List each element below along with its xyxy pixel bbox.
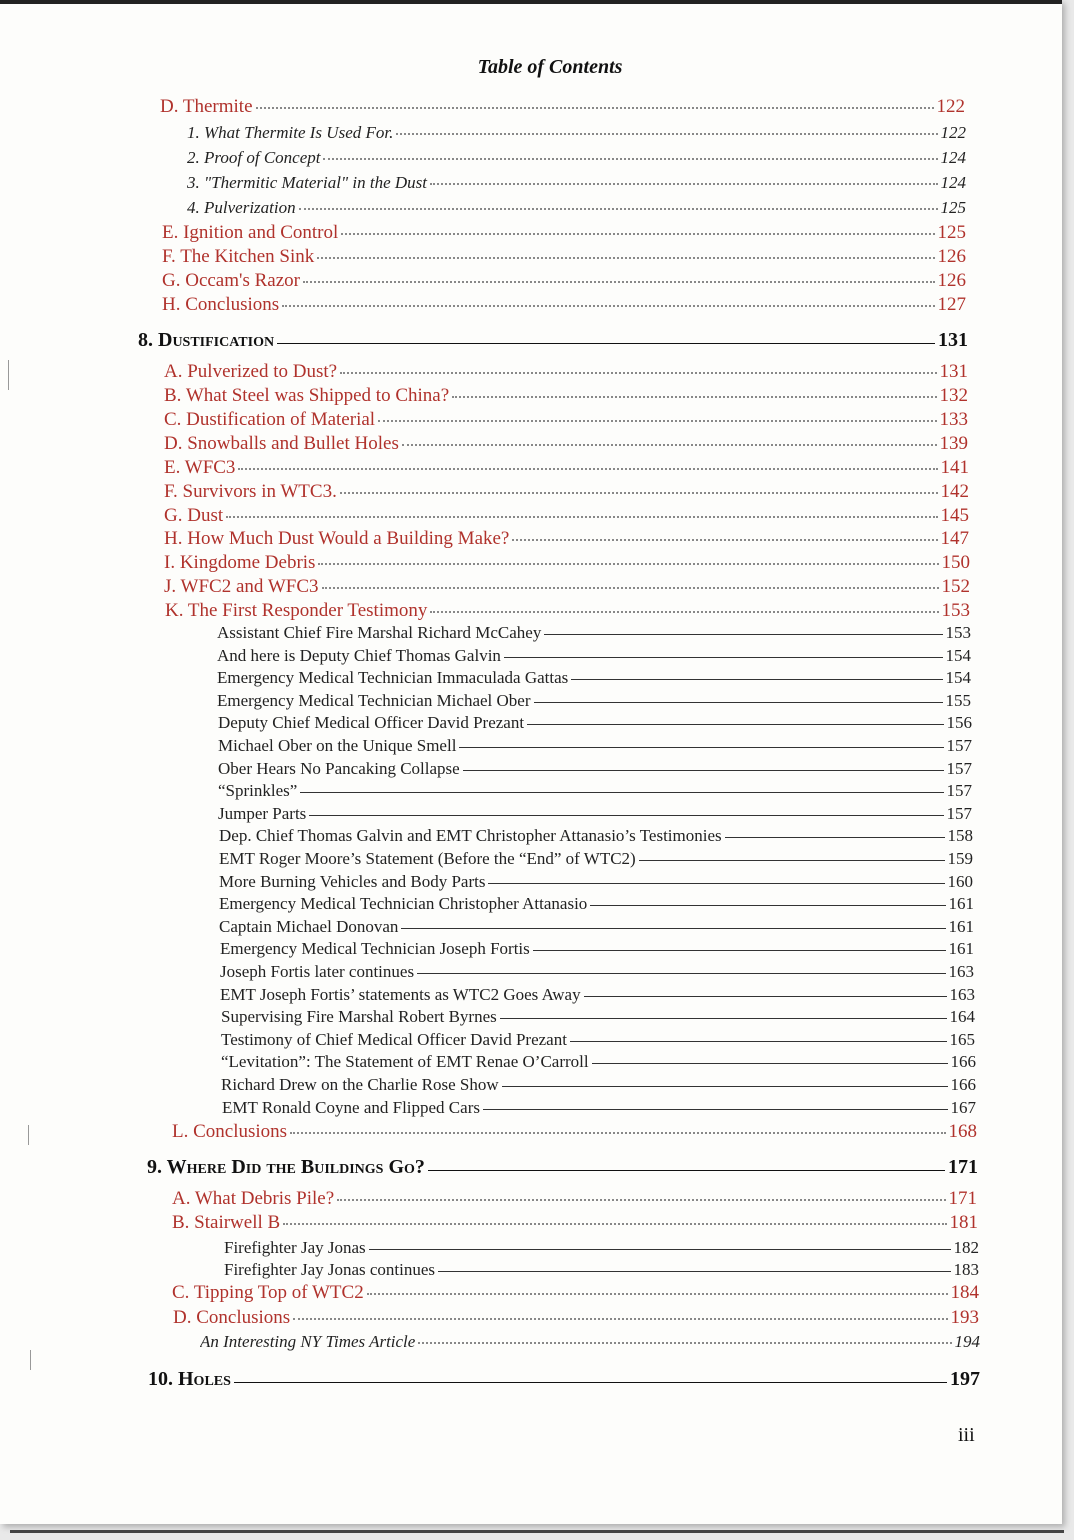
toc-entry[interactable]: 1. What Thermite Is Used For. 122 bbox=[187, 123, 966, 142]
toc-subentry[interactable]: More Burning Vehicles and Body Parts 160 bbox=[219, 872, 973, 891]
page-edge-line bbox=[10, 1530, 1064, 1533]
toc-subentry[interactable]: Assistant Chief Fire Marshal Richard McCahey 153 bbox=[217, 623, 971, 642]
toc-subentry[interactable]: And here is Deputy Chief Thomas Galvin 154 bbox=[217, 646, 971, 665]
toc-entry[interactable]: D. Conclusions 193 bbox=[173, 1307, 979, 1328]
toc-entry[interactable]: C. Tipping Top of WTC2 184 bbox=[172, 1282, 979, 1303]
toc-subentry[interactable]: Firefighter Jay Jonas continues 183 bbox=[224, 1260, 979, 1279]
toc-subentry[interactable]: Captain Michael Donovan 161 bbox=[219, 917, 974, 936]
toc-entry[interactable]: G. Dust 145 bbox=[164, 505, 969, 526]
page-title: Table of Contents bbox=[477, 56, 623, 78]
toc-entry[interactable]: D. Thermite 122 bbox=[160, 96, 965, 117]
toc-subentry[interactable]: Emergency Medical Technician Christopher Attanasio 161 bbox=[219, 894, 974, 913]
toc-entry[interactable]: H. Conclusions 127 bbox=[162, 294, 966, 315]
toc-subentry[interactable]: “Sprinkles” 157 bbox=[218, 781, 972, 800]
toc-entry[interactable]: G. Occam's Razor 126 bbox=[162, 270, 966, 291]
toc-entry[interactable]: E. Ignition and Control 125 bbox=[162, 222, 966, 243]
toc-entry[interactable]: I. Kingdome Debris 150 bbox=[164, 552, 970, 573]
toc-subentry[interactable]: Firefighter Jay Jonas 182 bbox=[224, 1238, 979, 1257]
toc-subentry[interactable]: Joseph Fortis later continues 163 bbox=[220, 962, 974, 981]
toc-entry[interactable]: A. Pulverized to Dust? 131 bbox=[164, 361, 968, 382]
margin-mark bbox=[30, 1350, 31, 1370]
toc-subentry[interactable]: EMT Roger Moore’s Statement (Before the “End” of WTC2) 159 bbox=[219, 849, 973, 868]
page-number: iii bbox=[958, 1424, 975, 1446]
toc-subentry[interactable]: “Levitation”: The Statement of EMT Renae O’Carroll 166 bbox=[221, 1052, 976, 1071]
toc-entry[interactable]: F. Survivors in WTC3. 142 bbox=[164, 481, 969, 502]
toc-subentry[interactable]: Emergency Medical Technician Joseph Fortis 161 bbox=[220, 939, 974, 958]
margin-mark bbox=[8, 360, 9, 390]
toc-subentry[interactable]: Testimony of Chief Medical Officer David Prezant 165 bbox=[221, 1030, 975, 1049]
margin-mark bbox=[28, 1125, 29, 1145]
toc-subentry[interactable]: Emergency Medical Technician Immaculada Gattas 154 bbox=[217, 668, 971, 687]
toc-subentry[interactable]: Michael Ober on the Unique Smell 157 bbox=[218, 736, 972, 755]
toc-subentry[interactable]: EMT Joseph Fortis’ statements as WTC2 Goes Away 163 bbox=[220, 985, 975, 1004]
toc-entry[interactable]: A. What Debris Pile? 171 bbox=[172, 1188, 977, 1209]
toc-entry[interactable]: J. WFC2 and WFC3 152 bbox=[164, 576, 970, 597]
toc-entry[interactable]: 3. "Thermitic Material" in the Dust 124 bbox=[187, 173, 966, 192]
toc-entry[interactable]: 2. Proof of Concept 124 bbox=[187, 148, 966, 167]
toc-subentry[interactable]: Dep. Chief Thomas Galvin and EMT Christopher Attanasio’s Testimonies 158 bbox=[219, 826, 973, 845]
toc-entry[interactable]: C. Dustification of Material 133 bbox=[164, 409, 968, 430]
toc-entry[interactable]: E. WFC3 141 bbox=[164, 457, 969, 478]
toc-entry[interactable]: F. The Kitchen Sink 126 bbox=[162, 246, 966, 267]
toc-entry[interactable]: B. What Steel was Shipped to China? 132 bbox=[164, 385, 968, 406]
toc-subentry[interactable]: Jumper Parts 157 bbox=[218, 804, 972, 823]
toc-entry[interactable]: D. Snowballs and Bullet Holes 139 bbox=[164, 433, 968, 454]
toc-subentry[interactable]: Emergency Medical Technician Michael Ober 155 bbox=[217, 691, 971, 710]
toc-entry[interactable]: K. The First Responder Testimony 153 bbox=[165, 600, 970, 621]
chapter-heading[interactable]: 8. Dustification 131 bbox=[138, 329, 968, 351]
toc-subentry[interactable]: Ober Hears No Pancaking Collapse 157 bbox=[218, 759, 972, 778]
chapter-heading[interactable]: 9. Where Did the Buildings Go? 171 bbox=[147, 1156, 978, 1178]
toc-entry[interactable]: B. Stairwell B 181 bbox=[172, 1212, 978, 1233]
toc-entry[interactable]: L. Conclusions 168 bbox=[172, 1121, 977, 1142]
toc-subentry[interactable]: EMT Ronald Coyne and Flipped Cars 167 bbox=[222, 1098, 976, 1117]
toc-subentry[interactable]: Richard Drew on the Charlie Rose Show 166 bbox=[221, 1075, 976, 1094]
toc-subentry[interactable]: Deputy Chief Medical Officer David Prezant 156 bbox=[218, 713, 972, 732]
toc-entry[interactable]: 4. Pulverization 125 bbox=[187, 198, 966, 217]
toc-entry[interactable]: H. How Much Dust Would a Building Make? 147 bbox=[164, 528, 969, 549]
chapter-heading[interactable]: 10. Holes 197 bbox=[148, 1368, 980, 1390]
toc-subentry[interactable]: Supervising Fire Marshal Robert Byrnes 164 bbox=[221, 1007, 975, 1026]
toc-entry[interactable]: An Interesting NY Times Article 194 bbox=[200, 1332, 980, 1351]
